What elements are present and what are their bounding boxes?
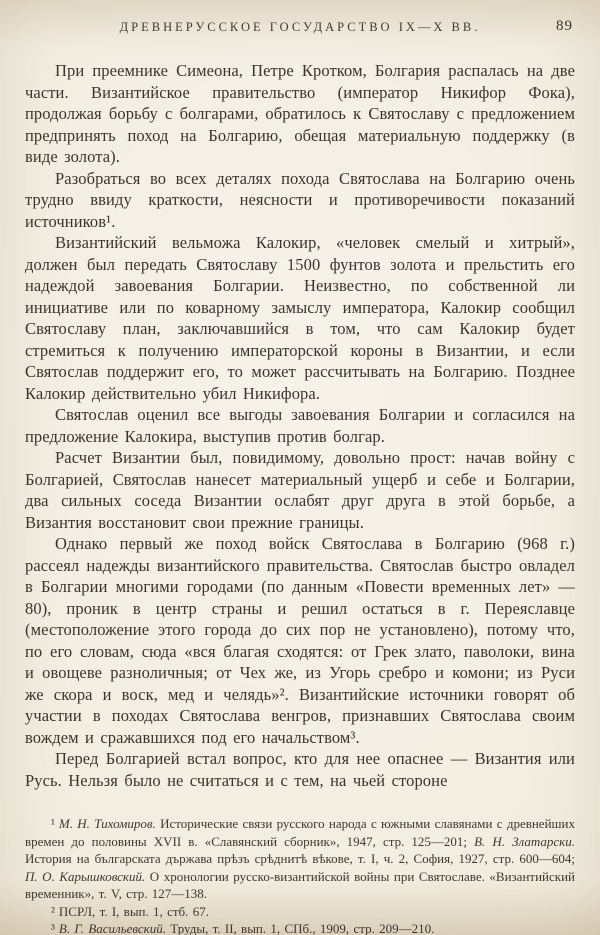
footnote-1-text-1: Исторические связи русского народа с южными славянами с древнейших времен до половины XVII в. «Славянский сборник», 1947, стр. 125—201; (25, 816, 576, 849)
footnote-1-author-3: П. О. Карышковский. (25, 868, 146, 884)
footnote-1-text-3: О хронологии русско-византийской войны при Святославе. «Византийский временник», т. V, стр. 127—138. (25, 868, 575, 901)
paragraph-2: Разобраться во всех деталях похода Святослава на Болгарию очень трудно ввиду краткости, неясности и противоречивости показаний источников¹. (25, 168, 575, 231)
footnote-1-author-1: М. Н. Тихомиров. (58, 816, 156, 831)
page-header (25, 16, 575, 38)
paragraph-3: Византийский вельможа Калокир, «человек смелый и хитрый», должен был передать Святославу 1500 фунтов золота и прельстить его надеждой завоевания Болгарии. Неизвестно, по собственной ли инициативе или по коварному замыслу императора, Калокир сообщил Святославу план, заключавшийся в том, что сам Калокир будет стремиться к получению императорской короны в Византии, и если Святослав поддержит его, то может рассчитывать на Болгарию. Позднее Калокир действительно убил Никифора. (25, 233, 575, 403)
footnotes-section (25, 815, 575, 935)
footnote-3-text: Труды, т. II, вып. 1, СПб., 1909, стр. 209—210. (165, 921, 435, 935)
footnote-2-text: ПСРЛ, т. I, вып. 1, стб. 67. (58, 903, 209, 919)
footnote-1-text-2: История на българската държава прѣзъ срѣднитѣ вѣкове, т. I, ч. 2, София, 1927, стр. 600—604; (25, 851, 575, 866)
page-number: 89 (556, 18, 573, 34)
paragraph-7: Перед Болгарией встал вопрос, кто для нее опаснее — Византия или Русь. Нельзя было не считаться и с тем, на чьей стороне (25, 749, 575, 790)
body-text (25, 60, 575, 791)
paragraph-4: Святослав оценил все выгоды завоевания Болгарии и согласился на предложение Калокира, выступив против болгар. (25, 405, 575, 446)
running-title: ДРЕВНЕРУССКОЕ ГОСУДАРСТВО IX—X ВВ. (119, 20, 481, 34)
footnote-2 (25, 903, 575, 921)
footnote-2-marker: ² (51, 903, 55, 919)
paragraph-5: Расчет Византии был, повидимому, довольно прост: начав войну с Болгарией, Святослав нанесет материальный ущерб и себе и Болгарии, два сильных соседа Византии ослабят друг друга в этой борьбе, а Византия восстановит свои прежние границы. (25, 448, 575, 532)
footnote-3-author: В. Г. Васильевский. (58, 921, 166, 935)
paragraph-6: Однако первый же поход войск Святослава в Болгарию (968 г.) рассеял надежды византийского правительства. Святослав быстро овладел в Болгарии многими городами (по данным «Повести временных лет» — 80), проник в центр страны и решил остаться в г. Переяславце (местоположение этого города до сих пор не установлено), потому что, по его словам, сюда «вся благая сходятся: от Грек злато, паволоки, вина и овощеве разноличныя; от Чех же, из Угорь сребро и комони; из Руси же скора и воск, мед и челядь»². Византийские источники говорят об участии в походах Святослава венгров, признавших Святослава своим вождем и сражавшихся под его начальством³. (25, 534, 575, 747)
paragraph-1: При преемнике Симеона, Петре Кротком, Болгария распалась на две части. Византийское правительство (император Никифор Фока), продолжая борьбу с болгарами, обратилось к Святославу с предложением предпринять поход на Болгарию, обещая материальную поддержку (в виде золота). (25, 61, 575, 166)
footnote-1 (25, 815, 575, 903)
footnote-3-marker: ³ (51, 921, 55, 935)
footnote-3 (25, 920, 575, 935)
footnote-1-author-2: В. Н. Златарски. (474, 833, 575, 849)
footnote-1-marker: ¹ (51, 816, 55, 831)
